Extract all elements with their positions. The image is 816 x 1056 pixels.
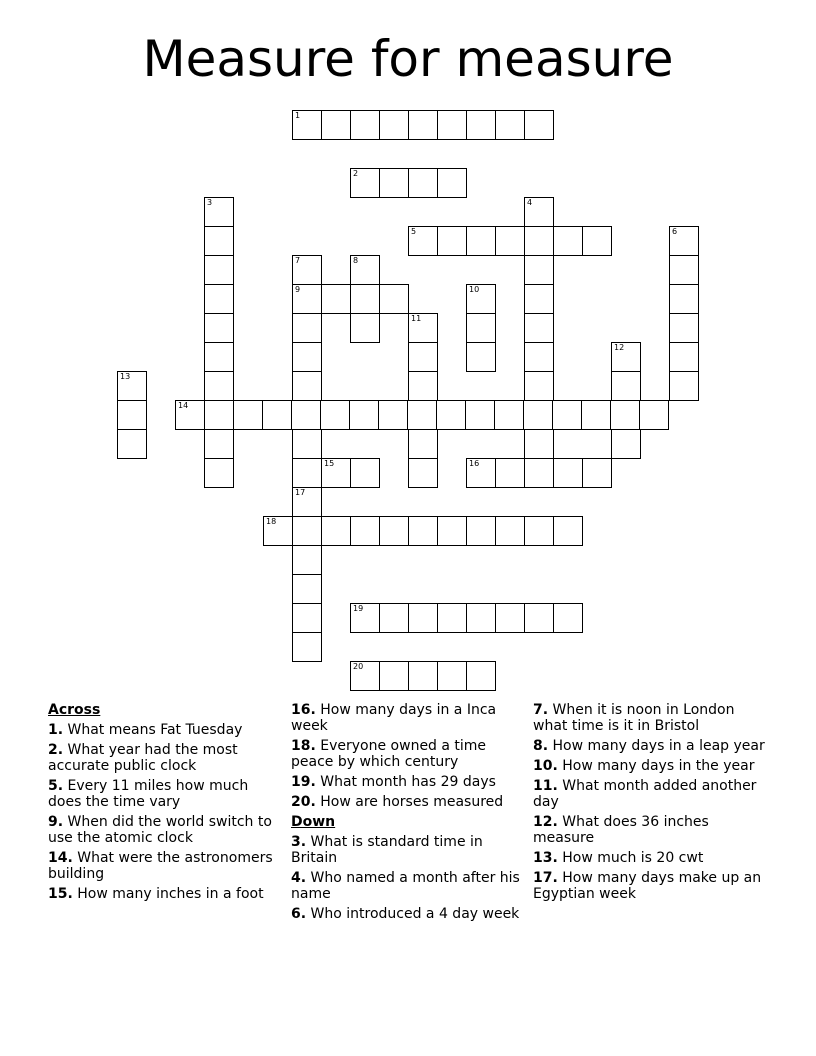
clue-item-number: 14. (48, 850, 73, 866)
clue-item (291, 906, 527, 922)
grid-cell[interactable] (291, 400, 321, 430)
grid-cell[interactable] (437, 110, 467, 140)
grid-cell[interactable] (379, 661, 409, 691)
clue-item-number: 8. (533, 738, 549, 754)
grid-cell[interactable] (437, 516, 467, 546)
grid-cell[interactable] (204, 255, 234, 285)
grid-cell[interactable] (408, 110, 438, 140)
grid-cell[interactable] (553, 226, 583, 256)
grid-cell[interactable] (466, 458, 496, 488)
grid-cell[interactable] (669, 342, 699, 372)
across-clue-list-continued (291, 702, 527, 810)
clue-item-text: How many days in a leap year (548, 738, 765, 754)
grid-cell[interactable] (437, 168, 467, 198)
clue-number: 18 (266, 517, 277, 526)
grid-cell[interactable] (292, 487, 322, 517)
grid-cell[interactable] (495, 226, 525, 256)
grid-cell[interactable] (292, 255, 322, 285)
clue-item (533, 850, 769, 866)
grid-cell[interactable] (611, 429, 641, 459)
grid-cell[interactable] (465, 400, 495, 430)
grid-cell[interactable] (321, 110, 351, 140)
clue-item-number: 15. (48, 886, 73, 902)
grid-cell[interactable] (610, 400, 640, 430)
clue-item (291, 738, 527, 770)
clue-item-number: 12. (533, 814, 558, 830)
down-clue-list-continued (533, 702, 769, 902)
clue-item-number: 7. (533, 702, 549, 718)
clue-item-text: Every 11 miles how much does the time vary (48, 778, 249, 810)
grid-cell[interactable] (117, 400, 147, 430)
grid-cell[interactable] (321, 284, 351, 314)
grid-cell[interactable] (524, 255, 554, 285)
grid-cell[interactable] (204, 342, 234, 372)
clue-item-text: What were the astronomers building (48, 850, 273, 882)
clue-number: 14 (178, 401, 189, 410)
grid-cell[interactable] (553, 516, 583, 546)
grid-cell[interactable] (495, 516, 525, 546)
grid-cell[interactable] (524, 110, 554, 140)
clue-number: 12 (614, 343, 625, 352)
grid-cell[interactable] (292, 371, 322, 401)
grid-cell[interactable] (408, 342, 438, 372)
clues-column-2 (291, 702, 527, 926)
grid-cell[interactable] (611, 342, 641, 372)
clue-item-text: What means Fat Tuesday (63, 722, 243, 738)
grid-cell[interactable] (524, 284, 554, 314)
grid-cell[interactable] (669, 255, 699, 285)
grid-cell[interactable] (524, 516, 554, 546)
clue-item (48, 742, 284, 774)
clue-item (291, 834, 527, 866)
grid-cell[interactable] (669, 371, 699, 401)
grid-cell[interactable] (292, 284, 322, 314)
grid-cell[interactable] (466, 661, 496, 691)
grid-cell[interactable] (408, 429, 438, 459)
clue-item-number: 1. (48, 722, 64, 738)
grid-cell[interactable] (553, 458, 583, 488)
grid-cell[interactable] (524, 458, 554, 488)
grid-cell[interactable] (350, 284, 380, 314)
clue-item-text: Who introduced a 4 day week (306, 906, 520, 922)
clue-item (533, 814, 769, 846)
clue-item-number: 2. (48, 742, 64, 758)
grid-cell[interactable] (523, 400, 553, 430)
clue-item (533, 778, 769, 810)
clue-number: 17 (295, 488, 306, 497)
grid-cell[interactable] (611, 371, 641, 401)
grid-cell[interactable] (408, 603, 438, 633)
clue-item-number: 13. (533, 850, 558, 866)
clue-item (533, 758, 769, 774)
grid-cell[interactable] (553, 603, 583, 633)
across-clue-list (48, 722, 284, 902)
grid-cell[interactable] (408, 458, 438, 488)
grid-cell[interactable] (204, 226, 234, 256)
clue-item-text: When did the world switch to use the atomic clock (48, 814, 272, 846)
grid-cell[interactable] (204, 458, 234, 488)
grid-cell[interactable] (494, 400, 524, 430)
grid-cell[interactable] (408, 313, 438, 343)
clue-item-text: How many inches in a foot (72, 886, 264, 902)
grid-cell[interactable] (321, 516, 351, 546)
clue-item-number: 18. (291, 738, 316, 754)
clue-item-text: When it is noon in London what time is it in Bristol (533, 702, 735, 734)
clue-item-number: 17. (533, 870, 558, 886)
grid-cell[interactable] (639, 400, 669, 430)
grid-cell[interactable] (466, 313, 496, 343)
grid-cell[interactable] (349, 400, 379, 430)
grid-cell[interactable] (204, 371, 234, 401)
clue-number: 20 (353, 662, 364, 671)
clue-number: 19 (353, 604, 364, 613)
clue-item (533, 870, 769, 902)
clue-item-number: 19. (291, 774, 316, 790)
grid-cell[interactable] (350, 516, 380, 546)
grid-cell[interactable] (379, 168, 409, 198)
down-clue-list (291, 834, 527, 922)
grid-cell[interactable] (321, 458, 351, 488)
grid-cell[interactable] (320, 400, 350, 430)
grid-cell[interactable] (204, 284, 234, 314)
grid-cell[interactable] (669, 284, 699, 314)
grid-cell[interactable] (175, 400, 205, 430)
grid-cell[interactable] (466, 603, 496, 633)
clue-number: 10 (469, 285, 480, 294)
grid-cell[interactable] (408, 516, 438, 546)
grid-cell[interactable] (524, 429, 554, 459)
grid-cell[interactable] (436, 400, 466, 430)
clue-number: 1 (295, 111, 301, 120)
clue-number: 16 (469, 459, 480, 468)
clue-number: 13 (120, 372, 131, 381)
grid-cell[interactable] (204, 313, 234, 343)
grid-cell[interactable] (669, 313, 699, 343)
clue-number: 15 (324, 459, 335, 468)
grid-cell[interactable] (117, 371, 147, 401)
grid-cell[interactable] (350, 168, 380, 198)
grid-cell[interactable] (437, 226, 467, 256)
grid-cell[interactable] (408, 168, 438, 198)
grid-cell[interactable] (292, 458, 322, 488)
grid-cell[interactable] (582, 458, 612, 488)
clue-number: 6 (672, 227, 678, 236)
grid-cell[interactable] (581, 400, 611, 430)
grid-cell[interactable] (524, 197, 554, 227)
clue-item-text: How are horses measured (315, 794, 504, 810)
grid-cell[interactable] (466, 342, 496, 372)
grid-cell[interactable] (466, 284, 496, 314)
clue-item-number: 9. (48, 814, 64, 830)
clue-number: 9 (295, 285, 301, 294)
grid-cell[interactable] (495, 110, 525, 140)
grid-cell[interactable] (262, 400, 292, 430)
grid-cell[interactable] (379, 110, 409, 140)
grid-cell[interactable] (350, 661, 380, 691)
clue-item (291, 870, 527, 902)
clue-item-text: How much is 20 cwt (557, 850, 704, 866)
grid-cell[interactable] (292, 110, 322, 140)
clue-item (291, 794, 527, 810)
grid-cell[interactable] (379, 603, 409, 633)
grid-cell[interactable] (408, 371, 438, 401)
clue-number: 3 (207, 198, 213, 207)
clues-column-1 (48, 702, 284, 906)
grid-cell[interactable] (350, 458, 380, 488)
clue-number: 2 (353, 169, 359, 178)
grid-cell[interactable] (524, 226, 554, 256)
grid-cell[interactable] (292, 603, 322, 633)
grid-cell[interactable] (466, 516, 496, 546)
grid-cell[interactable] (350, 603, 380, 633)
clue-item-text: How many days make up an Egyptian week (533, 870, 762, 902)
grid-cell[interactable] (552, 400, 582, 430)
clue-item-text: How many days in the year (557, 758, 755, 774)
grid-cell[interactable] (495, 458, 525, 488)
grid-cell[interactable] (350, 313, 380, 343)
clue-item (533, 702, 769, 734)
grid-cell[interactable] (408, 226, 438, 256)
grid-cell[interactable] (204, 429, 234, 459)
clue-number: 5 (411, 227, 417, 236)
grid-cell[interactable] (292, 632, 322, 662)
grid-cell[interactable] (495, 603, 525, 633)
clue-item-text: Who named a month after his name (291, 870, 520, 902)
grid-cell[interactable] (263, 516, 293, 546)
grid-cell[interactable] (204, 400, 234, 430)
clue-item (291, 774, 527, 790)
clue-item (48, 850, 284, 882)
clue-item-number: 6. (291, 906, 307, 922)
clue-item-number: 4. (291, 870, 307, 886)
grid-cell[interactable] (524, 603, 554, 633)
clue-item-text: What does 36 inches measure (533, 814, 709, 846)
across-heading: Across (48, 702, 101, 718)
grid-cell[interactable] (378, 400, 408, 430)
clue-item-text: What month added another day (533, 778, 757, 810)
grid-cell[interactable] (582, 226, 612, 256)
clue-item-text: What month has 29 days (315, 774, 496, 790)
clue-item-text: Everyone owned a time peace by which century (291, 738, 487, 770)
clue-item-number: 20. (291, 794, 316, 810)
clue-number: 11 (411, 314, 422, 323)
grid-cell[interactable] (350, 255, 380, 285)
grid-cell[interactable] (117, 429, 147, 459)
grid-cell[interactable] (204, 197, 234, 227)
grid-cell[interactable] (292, 545, 322, 575)
clue-number: 4 (527, 198, 533, 207)
clue-item (48, 722, 284, 738)
grid-cell[interactable] (292, 429, 322, 459)
clue-item-text: What is standard time in Britain (291, 834, 483, 866)
clues-column-3 (533, 702, 769, 906)
clue-item-text: How many days in a Inca week (291, 702, 497, 734)
grid-cell[interactable] (350, 110, 380, 140)
grid-cell[interactable] (524, 313, 554, 343)
clue-item (48, 778, 284, 810)
grid-cell[interactable] (524, 342, 554, 372)
grid-cell[interactable] (408, 661, 438, 691)
clue-item (48, 886, 284, 902)
puzzle-title: Measure for measure (142, 30, 674, 88)
clue-item-number: 16. (291, 702, 316, 718)
clue-item (48, 814, 284, 846)
clue-number: 7 (295, 256, 301, 265)
grid-cell[interactable] (292, 574, 322, 604)
grid-cell[interactable] (669, 226, 699, 256)
grid-cell[interactable] (466, 110, 496, 140)
grid-cell[interactable] (292, 342, 322, 372)
clue-item-number: 10. (533, 758, 558, 774)
grid-cell[interactable] (379, 284, 409, 314)
clue-item-number: 3. (291, 834, 307, 850)
grid-cell[interactable] (292, 313, 322, 343)
down-heading: Down (291, 814, 336, 830)
grid-cell[interactable] (437, 603, 467, 633)
grid-cell[interactable] (379, 516, 409, 546)
clue-item-number: 5. (48, 778, 64, 794)
grid-cell[interactable] (437, 661, 467, 691)
clue-number: 8 (353, 256, 359, 265)
grid-cell[interactable] (407, 400, 437, 430)
grid-cell[interactable] (233, 400, 263, 430)
clue-item-text: What year had the most accurate public clock (48, 742, 238, 774)
clue-item-number: 11. (533, 778, 558, 794)
grid-cell[interactable] (292, 516, 322, 546)
grid-cell[interactable] (524, 371, 554, 401)
clue-item (533, 738, 769, 754)
grid-cell[interactable] (466, 226, 496, 256)
clue-item (291, 702, 527, 734)
